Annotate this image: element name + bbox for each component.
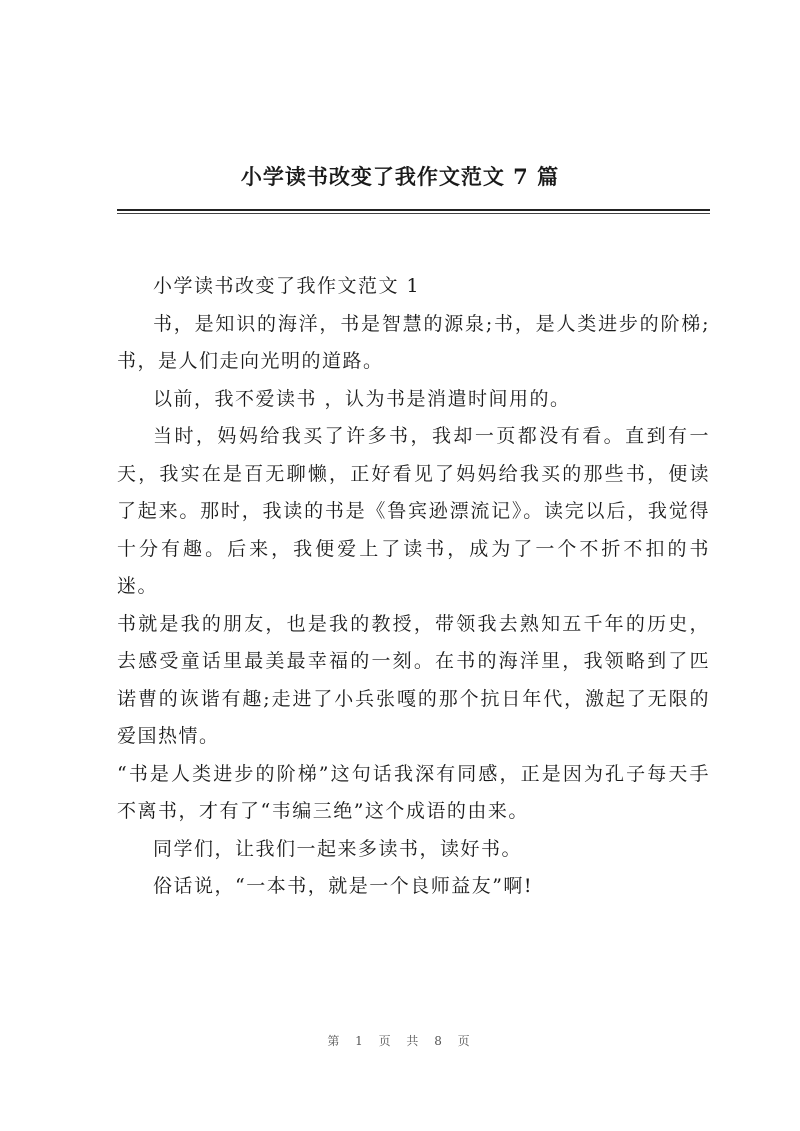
document-title: 小学读书改变了我作文范文 7 篇: [240, 164, 560, 189]
paragraph: 书就是我的朋友，也是我的教授，带领我去熟知五千年的历史，去感受童话里最美最幸福的一刻。在书的海洋里，我领略到了匹诺曹的诙谐有趣;走进了小兵张嘎的那个抗日年代，激起了无限的爱国热情。: [117, 612, 710, 747]
paragraph: 俗话说，“一本书，就是一个良师益友”啊!: [153, 875, 534, 897]
document-body: [117, 268, 710, 906]
paragraph: “书是人类进步的阶梯”这句话我深有同感，正是因为孔子每天手不离书，才有了“韦编三绝”这个成语的由来。: [117, 762, 710, 822]
paragraph: 当时，妈妈给我买了许多书，我却一页都没有看。直到有一天，我实在是百无聊懒，正好看见了妈妈给我买的那些书，便读了起来。那时，我读的书是《鲁宾逊漂流记》。读完以后，我觉得十分有趣。后来，我便爱上了读书，成为了一个不折不扣的书迷。: [117, 425, 710, 597]
paragraph: 书，是知识的海洋，书是智慧的源泉;书，是人类进步的阶梯;书，是人们走向光明的道路。: [117, 312, 710, 372]
page-footer: 第 1 页 共 8 页: [327, 1034, 473, 1048]
title-divider-thin: [117, 213, 710, 214]
paragraph: 以前，我不爱读书 ，认为书是消遣时间用的。: [153, 387, 571, 410]
paragraph: 同学们，让我们一起来多读书，读好书。: [153, 837, 523, 860]
title-divider: [117, 209, 710, 211]
section-heading: 小学读书改变了我作文范文 1: [153, 275, 421, 297]
